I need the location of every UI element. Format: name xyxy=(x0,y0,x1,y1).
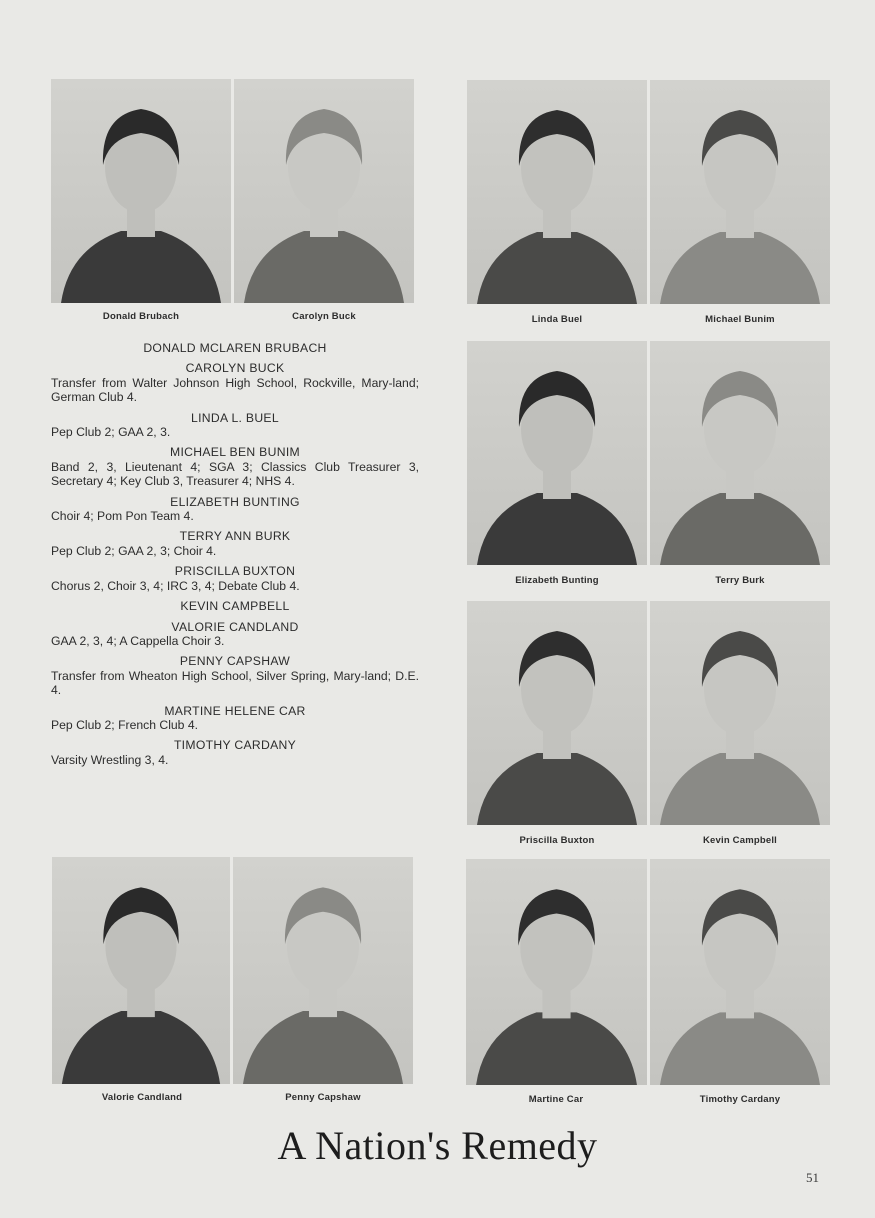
bio-entry xyxy=(51,654,419,697)
bio-entry xyxy=(51,704,419,733)
bio-activities: GAA 2, 3, 4; A Cappella Choir 3. xyxy=(51,633,225,648)
portrait-silhouette xyxy=(467,601,647,825)
portrait-silhouette xyxy=(650,859,830,1085)
portrait-silhouette xyxy=(650,80,830,304)
bio-entry xyxy=(51,620,419,649)
portrait-photo-carolyn-buck xyxy=(234,79,414,303)
bio-name: LINDA L. BUEL xyxy=(191,410,279,425)
page-headline: A Nation's Remedy xyxy=(277,1123,598,1168)
bio-entry xyxy=(51,599,419,613)
portrait-photo-valorie-candland xyxy=(52,857,230,1084)
bio-name: MARTINE HELENE CAR xyxy=(164,703,306,718)
bio-activities: Transfer from Walter Johnson High School, Rockville, Mary-land; German Club 4. xyxy=(51,375,419,405)
portrait-photo-timothy-cardany xyxy=(650,859,830,1085)
caption-kevin-campbell: Kevin Campbell xyxy=(702,835,778,846)
bio-activities: Chorus 2, Choir 3, 4; IRC 3, 4; Debate Club 4. xyxy=(51,578,300,593)
caption-donald-brubach: Donald Brubach xyxy=(102,311,180,322)
bio-name: PENNY CAPSHAW xyxy=(179,654,291,669)
bio-activities: Pep Club 2; GAA 2, 3. xyxy=(51,425,171,440)
portrait-silhouette xyxy=(52,857,230,1084)
bio-entry xyxy=(51,445,419,488)
bio-name: MICHAEL BEN BUNIM xyxy=(170,445,300,460)
caption-carolyn-buck: Carolyn Buck xyxy=(292,311,356,322)
bio-activities: Band 2, 3, Lieutenant 4; SGA 3; Classics Club Treasurer 3, Secretary 4; Key Club 3, Treasurer 4; NHS 4. xyxy=(51,459,419,489)
portrait-silhouette xyxy=(234,79,414,303)
portrait-silhouette xyxy=(650,341,830,565)
bio-activities: Varsity Wrestling 3, 4. xyxy=(51,752,169,767)
bio-name: ELIZABETH BUNTING xyxy=(170,494,300,509)
caption-terry-burk: Terry Burk xyxy=(715,575,765,586)
portrait-silhouette xyxy=(467,80,647,304)
portrait-photo-martine-car xyxy=(466,859,647,1085)
portrait-photo-penny-capshaw xyxy=(233,857,413,1084)
bio-activities: Pep Club 2; GAA 2, 3; Choir 4. xyxy=(51,543,217,558)
bio-name: TIMOTHY CARDANY xyxy=(173,738,297,753)
bio-entry xyxy=(51,341,419,355)
page-number: 51 xyxy=(806,1170,819,1185)
bio-entry xyxy=(51,361,419,404)
bio-name: TERRY ANN BURK xyxy=(179,529,291,544)
bio-entry xyxy=(51,564,419,593)
senior-biographies xyxy=(51,336,419,773)
bio-entry xyxy=(51,495,419,524)
caption-elizabeth-bunting: Elizabeth Bunting xyxy=(515,575,599,586)
portrait-photo-kevin-campbell xyxy=(650,601,830,825)
bio-name: DONALD MCLAREN BRUBACH xyxy=(143,341,327,355)
portrait-silhouette xyxy=(466,859,647,1085)
bio-name: PRISCILLA BUXTON xyxy=(174,564,296,579)
bio-entry xyxy=(51,529,419,558)
bio-activities: Transfer from Wheaton High School, Silver Spring, Mary-land; D.E. 4. xyxy=(51,668,419,698)
portrait-photo-linda-buel xyxy=(467,80,647,304)
caption-penny-capshaw: Penny Capshaw xyxy=(285,1092,361,1103)
portrait-photo-donald-brubach xyxy=(51,79,231,303)
caption-michael-bunim: Michael Bunim xyxy=(705,314,775,325)
portrait-photo-terry-burk xyxy=(650,341,830,565)
portrait-photo-elizabeth-bunting xyxy=(467,341,647,565)
caption-timothy-cardany: Timothy Cardany xyxy=(699,1094,781,1105)
bio-name: KEVIN CAMPBELL xyxy=(180,599,290,614)
bio-activities: Choir 4; Pom Pon Team 4. xyxy=(51,509,194,524)
portrait-photo-priscilla-buxton xyxy=(467,601,647,825)
bio-entry xyxy=(51,411,419,440)
bio-entry xyxy=(51,738,419,767)
caption-linda-buel: Linda Buel xyxy=(531,314,583,325)
portrait-silhouette xyxy=(51,79,231,303)
bio-name: CAROLYN BUCK xyxy=(185,361,285,376)
caption-martine-car: Martine Car xyxy=(528,1094,584,1105)
portrait-photo-michael-bunim xyxy=(650,80,830,304)
portrait-silhouette xyxy=(233,857,413,1084)
bio-name: VALORIE CANDLAND xyxy=(171,619,299,634)
portrait-silhouette xyxy=(467,341,647,565)
caption-valorie-candland: Valorie Candland xyxy=(101,1092,183,1103)
portrait-silhouette xyxy=(650,601,830,825)
caption-priscilla-buxton: Priscilla Buxton xyxy=(519,835,595,846)
bio-activities: Pep Club 2; French Club 4. xyxy=(51,717,199,732)
